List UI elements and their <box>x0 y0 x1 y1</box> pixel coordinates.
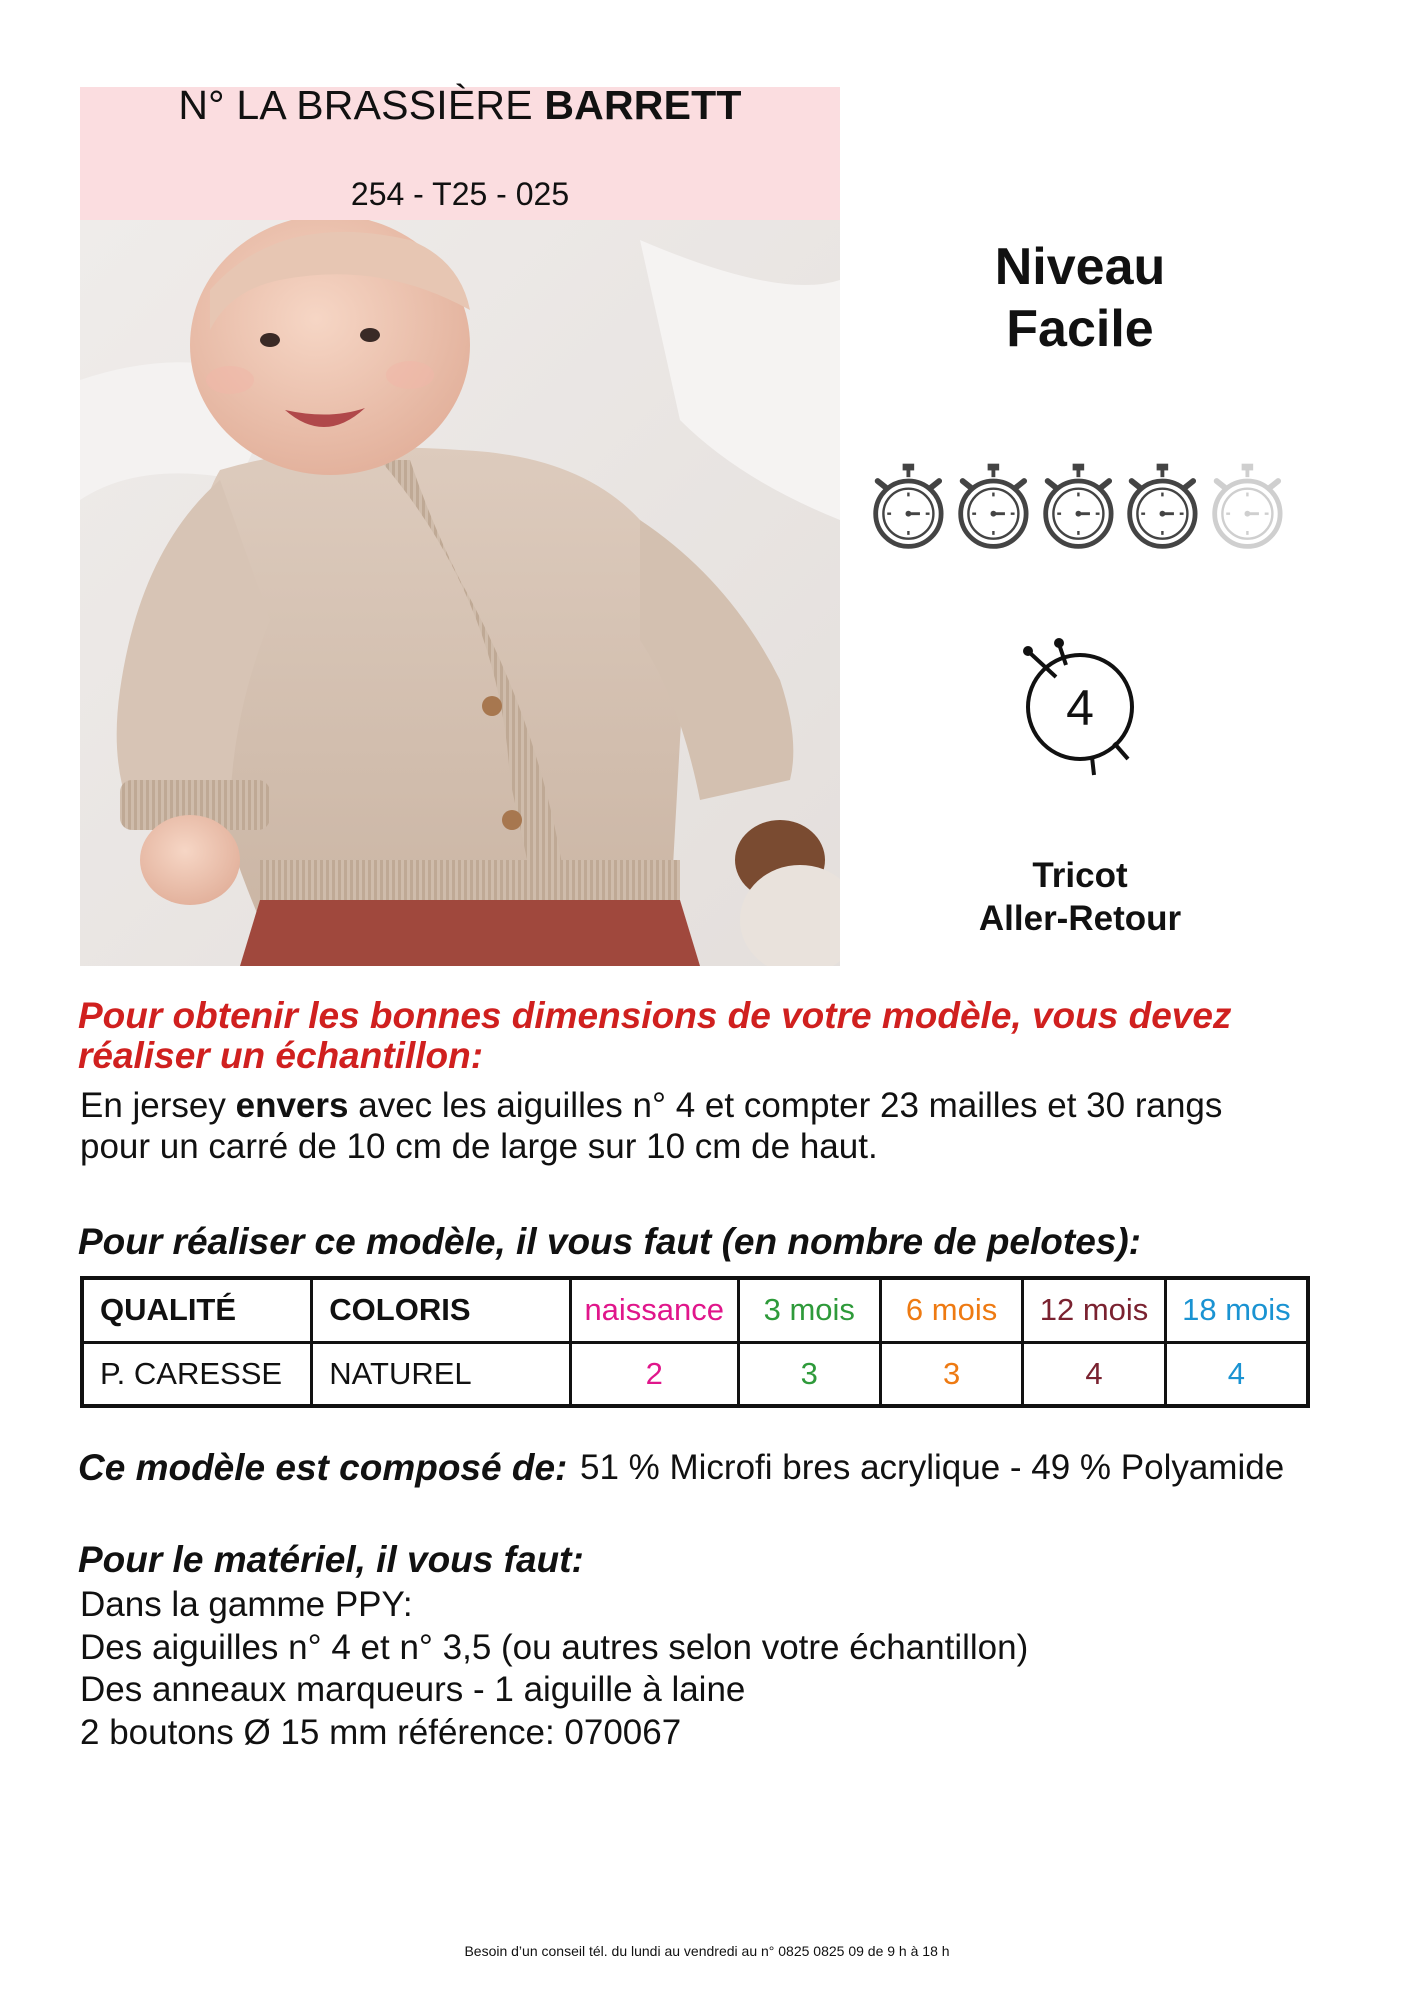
gauge-heading-line2: réaliser un échantillon: <box>78 1035 484 1076</box>
yarn-table <box>80 1276 1310 1408</box>
yarn-col-color: COLORIS <box>312 1278 571 1342</box>
material-list <box>80 1584 1380 1754</box>
stopwatch-icon <box>868 460 949 552</box>
yarn-size-quantity: 4 <box>1165 1342 1308 1406</box>
yarn-size-header: 12 mois <box>1023 1278 1166 1342</box>
gauge-text-end: avec les aiguilles n° 4 et compter 23 mailles et 30 rangs <box>348 1086 1223 1125</box>
yarn-table-header-row <box>82 1278 1308 1342</box>
yarn-size-header: 6 mois <box>880 1278 1022 1342</box>
yarn-size-quantity: 2 <box>570 1342 738 1406</box>
yarn-size-header: naissance <box>570 1278 738 1342</box>
pattern-title-prefix: N° LA BRASSIÈRE <box>178 82 533 128</box>
technique <box>930 854 1230 940</box>
gauge-text-start: En jersey <box>80 1086 236 1125</box>
stopwatch-icon <box>953 460 1034 552</box>
technique-line2: Aller-Retour <box>978 899 1182 938</box>
composition-label: Ce modèle est composé de: <box>78 1447 568 1488</box>
gauge-heading-line1: Pour obtenir les bonnes dimensions de votre modèle, vous devez <box>78 995 1232 1036</box>
difficulty-rating <box>868 460 1288 552</box>
baby-cardigan-photo <box>80 220 840 966</box>
gauge-text-line2: pour un carré de 10 cm de large sur 10 cm de haut. <box>80 1127 878 1166</box>
pattern-title <box>80 80 840 130</box>
gauge-heading <box>78 996 1378 1076</box>
list-item: Dans la gamme PPY: <box>80 1585 413 1624</box>
knitting-needle-size-icon <box>1010 625 1160 785</box>
level-value: Facile <box>1006 300 1154 358</box>
footer-help-line: Besoin d’un conseil tél. du lundi au vendredi au n° 0825 0825 09 de 9 h à 18 h <box>464 1943 950 1959</box>
yarn-heading: Pour réaliser ce modèle, il vous faut (en nombre de pelotes): <box>78 1221 1141 1262</box>
list-item: 2 boutons Ø 15 mm référence: 070067 <box>80 1712 682 1752</box>
pattern-title-name: BARRETT <box>544 82 742 128</box>
composition <box>78 1446 1408 1490</box>
gauge-text-line1 <box>80 1085 1380 1126</box>
needle-size-value: 4 <box>1066 680 1094 736</box>
composition-value: 51 % Microfi bres acrylique - 49 % Polyamide <box>580 1448 1285 1487</box>
stopwatch-icon <box>1122 460 1203 552</box>
yarn-size-quantity: 3 <box>738 1342 880 1406</box>
yarn-size-header: 3 mois <box>738 1278 880 1342</box>
yarn-size-quantity: 4 <box>1023 1342 1166 1406</box>
pattern-reference: 254 - T25 - 025 <box>350 176 570 212</box>
gauge-text <box>80 1085 1380 1167</box>
yarn-size-header: 18 mois <box>1165 1278 1308 1342</box>
technique-line1: Tricot <box>1032 856 1128 895</box>
difficulty-level <box>930 236 1230 360</box>
yarn-col-quality: QUALITÉ <box>82 1278 312 1342</box>
yarn-quality-value: P. CARESSE <box>82 1342 312 1406</box>
yarn-size-quantity: 3 <box>880 1342 1022 1406</box>
list-item: Des anneaux marqueurs - 1 aiguille à laine <box>80 1670 746 1709</box>
list-item: Des aiguilles n° 4 et n° 3,5 (ou autres selon votre échantillon) <box>80 1627 1029 1667</box>
table-row <box>82 1342 1308 1406</box>
level-label: Niveau <box>994 238 1166 296</box>
yarn-color-value: NATUREL <box>312 1342 571 1406</box>
material-heading: Pour le matériel, il vous faut: <box>78 1539 584 1580</box>
stopwatch-icon <box>1207 460 1288 552</box>
gauge-text-bold: envers <box>235 1086 349 1125</box>
product-photo <box>80 220 840 966</box>
stopwatch-icon <box>1038 460 1119 552</box>
